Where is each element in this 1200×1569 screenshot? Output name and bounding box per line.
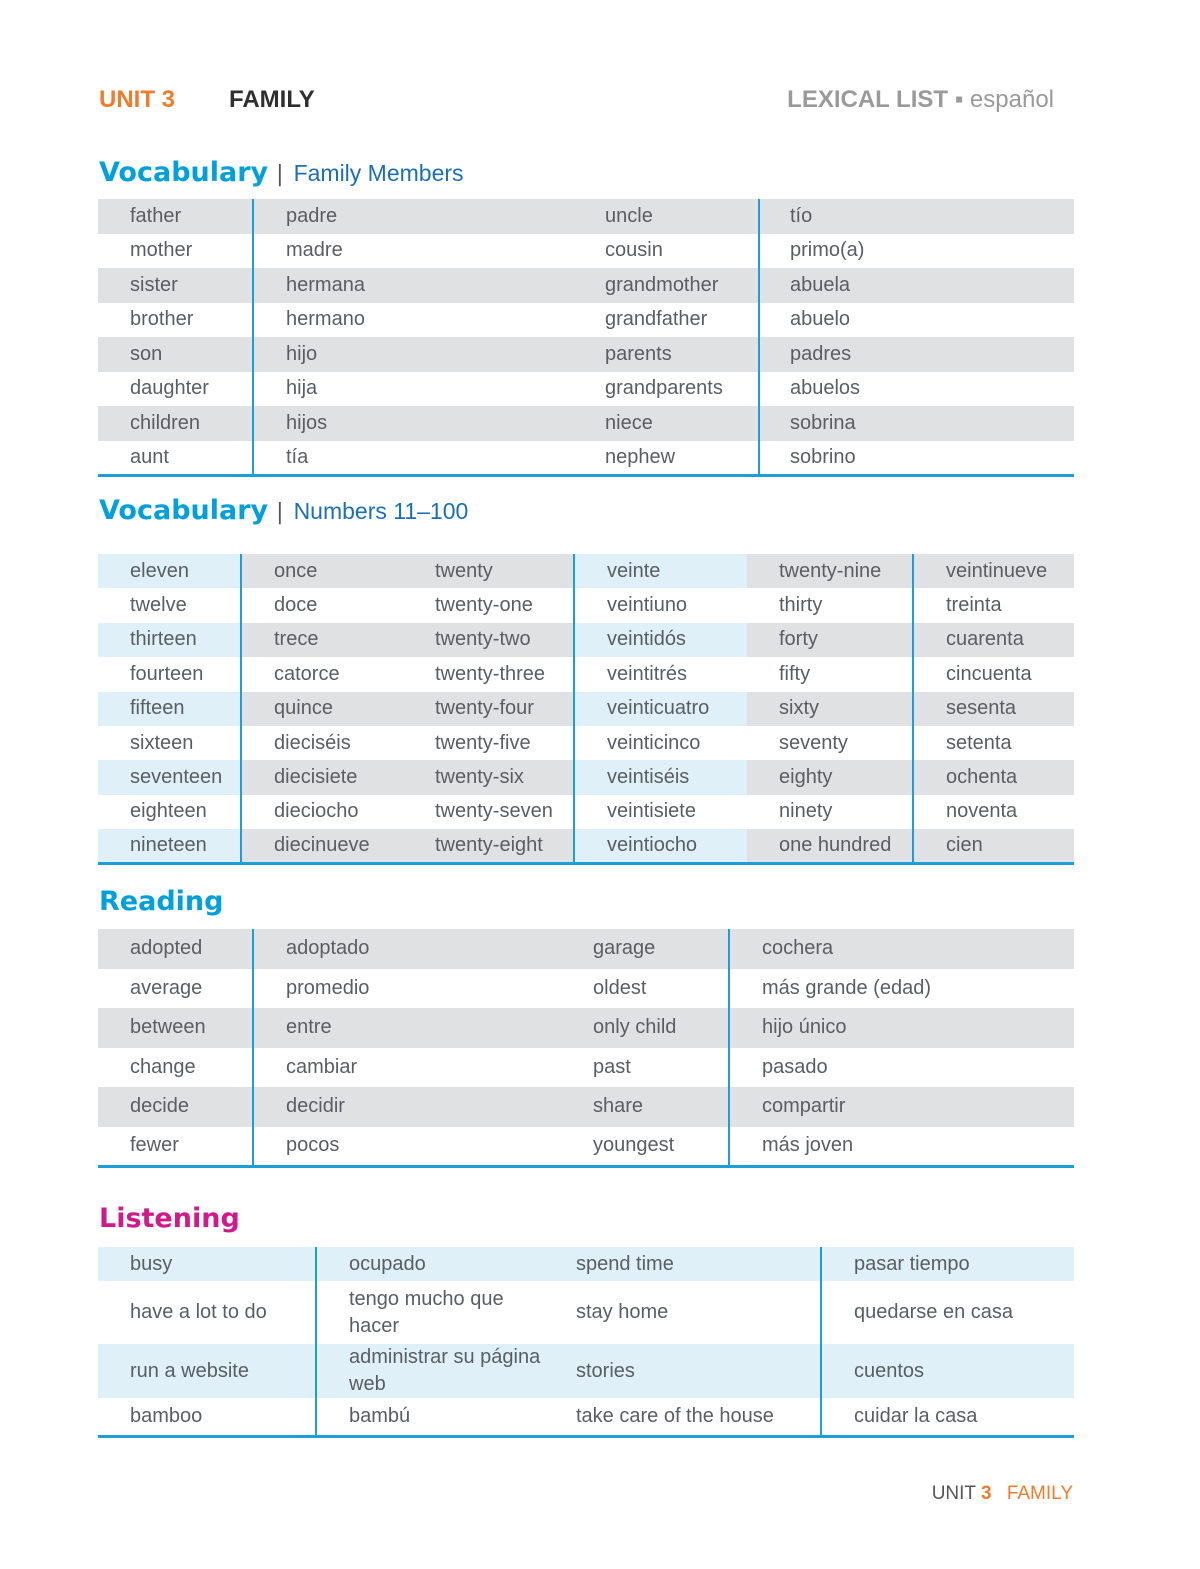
section-subtitle: Family Members [293,160,464,186]
table-cell: adoptado [253,929,562,969]
table-cell: veinte [574,554,747,588]
table-cell: veintidós [574,623,747,657]
table-cell: eighteen [130,800,207,823]
table-cell: twenty-one [435,594,533,617]
table-row [98,1247,1074,1281]
table-cell: tengo mucho que hacer [316,1281,544,1344]
table-cell: niece [574,406,759,441]
table-cell: spend time [544,1247,821,1281]
table-cell: madre [253,234,574,269]
table-cell: cochera [729,929,1074,969]
table-cell: treinta [913,588,1074,622]
table-cell: busy [98,1247,316,1281]
table-cell: nephew [574,441,759,476]
table-cell: average [130,976,203,999]
table-cell: twenty-seven [435,800,553,823]
table-cell: hijo único [729,1008,1074,1048]
unit-title: FAMILY [229,86,315,113]
table-cell: pasar tiempo [821,1247,1074,1281]
table-row [98,554,1074,588]
table-cell: decidir [253,1087,562,1127]
table-cell: padre [253,199,574,234]
table-cell: pasado [729,1048,1074,1088]
table-row [98,657,1074,691]
table-cell: hijo [253,337,574,372]
table-row [98,969,1074,1009]
table-row [98,588,1074,622]
numbers-section-heading [99,495,468,526]
table-row [98,1048,1074,1088]
table-cell: father [98,199,253,234]
table-cell: veintiocho [574,829,747,863]
table-row [98,692,1074,726]
table-cell: grandfather [605,308,708,331]
table-row [98,303,1074,338]
table-cell: ocupado [316,1247,544,1281]
table-cell: grandmother [574,268,759,303]
footer-unit-number: 3 [980,1483,992,1504]
table-row [98,1344,1074,1398]
table-cell: cousin [605,239,663,262]
table-row [98,406,1074,441]
table-row [98,623,1074,657]
table-cell: fewer [98,1127,253,1167]
listening-section-heading: Listening [99,1203,240,1234]
table-cell: sobrino [759,441,1074,476]
footer-unit: UNIT [931,1483,976,1504]
table-cell: más grande (edad) [729,969,1074,1009]
table-cell: sobrina [759,406,1074,441]
table-cell: parents [574,337,759,372]
table-cell: ninety [779,800,833,823]
table-cell: quince [241,692,403,726]
table-cell: sister [98,268,253,303]
table-cell: thirteen [98,623,241,657]
table-cell: catorce [241,657,403,691]
table-cell: sesenta [913,692,1074,726]
table-cell: aunt [98,441,253,476]
listening-table [98,1247,1074,1438]
table-cell: twenty-eight [403,829,574,863]
table-cell: compartir [729,1087,1074,1127]
table-cell: garage [562,929,729,969]
table-cell: abuelo [759,303,1074,338]
table-cell: take care of the house [544,1398,821,1436]
table-cell: decide [98,1087,253,1127]
table-row [98,1008,1074,1048]
numbers-table [98,554,1074,865]
page-header [99,86,1074,120]
table-cell: promedio [253,969,562,1009]
table-cell: más joven [729,1127,1074,1167]
section-title: Vocabulary [99,157,269,188]
table-cell: veinticinco [574,726,747,760]
table-row [98,1398,1074,1436]
table-cell: diecisiete [241,760,403,794]
table-cell: seventeen [98,760,241,794]
table-cell: adopted [98,929,253,969]
table-row [98,1281,1074,1344]
table-cell: oldest [593,976,647,999]
table-cell: cambiar [253,1048,562,1088]
table-cell: padres [759,337,1074,372]
table-cell: veintiséis [574,760,747,794]
table-cell: hermano [253,303,574,338]
table-row [98,1087,1074,1127]
section-subtitle: Numbers 11–100 [293,498,469,524]
table-cell: abuela [759,268,1074,303]
table-cell: cincuenta [913,657,1074,691]
table-cell: quedarse en casa [821,1281,1074,1344]
table-cell: twenty-four [403,692,574,726]
table-cell: administrar su página web [316,1344,544,1398]
table-cell: veintiuno [574,588,747,622]
table-cell: son [98,337,253,372]
table-cell: one hundred [747,829,913,863]
table-row [98,929,1074,969]
reading-section-heading: Reading [99,886,224,917]
page-footer [932,1483,1073,1505]
table-cell: tía [253,441,574,476]
table-cell: cien [913,829,1074,863]
table-row [98,726,1074,760]
table-cell: change [130,1055,196,1078]
table-cell: doce [241,588,403,622]
table-cell: sixteen [130,731,194,754]
table-cell: once [241,554,403,588]
table-cell: twelve [130,594,187,617]
table-cell: twenty-nine [747,554,913,588]
language-label: español [969,86,1054,113]
table-cell: entre [253,1008,562,1048]
table-cell: seventy [779,731,848,754]
table-cell: ochenta [913,760,1074,794]
table-row [98,829,1074,863]
table-cell: run a website [98,1344,316,1398]
table-row [98,1127,1074,1167]
table-cell: fifteen [98,692,241,726]
table-cell: twenty-two [403,623,574,657]
section-title: Vocabulary [99,495,269,526]
table-cell: hijos [253,406,574,441]
table-cell: trece [241,623,403,657]
lexical-label: LEXICAL LIST [787,86,949,113]
family-members-table [98,199,1074,477]
separator: | [276,500,284,525]
table-cell: forty [747,623,913,657]
table-cell: veinticuatro [574,692,747,726]
table-cell: cuentos [821,1344,1074,1398]
table-cell: dieciocho [241,795,403,829]
table-cell: stay home [576,1301,669,1323]
table-row [98,234,1074,269]
table-cell: bamboo [98,1398,316,1436]
table-cell: hija [253,372,574,407]
table-cell: eleven [98,554,241,588]
bullet: ▪ [954,86,964,113]
table-cell: dieciséis [241,726,403,760]
table-cell: stories [544,1344,821,1398]
unit-label: UNIT 3 [99,86,176,113]
table-cell: between [98,1008,253,1048]
table-cell: mother [130,239,193,262]
table-cell: eighty [747,760,913,794]
table-cell: bambú [316,1398,544,1436]
table-cell: setenta [913,726,1074,760]
table-cell: hermana [253,268,574,303]
table-row [98,337,1074,372]
separator: | [276,162,284,187]
table-cell: share [562,1087,729,1127]
table-cell: veintitrés [574,657,747,691]
table-cell: only child [562,1008,729,1048]
table-cell: twenty [403,554,574,588]
table-row [98,795,1074,829]
table-cell: youngest [562,1127,729,1167]
table-cell: abuelos [759,372,1074,407]
footer-title: FAMILY [1006,1483,1073,1504]
reading-table [98,929,1074,1168]
table-cell: veintisiete [574,795,747,829]
table-cell: primo(a) [759,234,1074,269]
table-cell: daughter [130,377,209,400]
family-section-heading [99,157,464,188]
table-cell: twenty-six [403,760,574,794]
table-cell: thirty [779,594,823,617]
table-cell: noventa [913,795,1074,829]
table-cell: fourteen [130,662,204,685]
table-cell: pocos [253,1127,562,1167]
table-cell: uncle [574,199,759,234]
table-cell: sixty [747,692,913,726]
lexical-list-label [787,86,1054,114]
table-row [98,199,1074,234]
table-cell: children [98,406,253,441]
table-row [98,372,1074,407]
table-cell: have a lot to do [130,1301,267,1323]
table-row [98,760,1074,794]
table-cell: past [593,1055,631,1078]
table-cell: veintinueve [913,554,1074,588]
table-cell: grandparents [605,377,723,400]
table-cell: cuidar la casa [821,1398,1074,1436]
table-cell: nineteen [98,829,241,863]
table-row [98,268,1074,303]
table-cell: fifty [779,662,811,685]
table-cell: diecinueve [241,829,403,863]
table-cell: tío [759,199,1074,234]
table-cell: brother [130,308,194,331]
table-row [98,441,1074,476]
table-cell: twenty-five [435,731,531,754]
table-cell: twenty-three [435,662,546,685]
table-cell: cuarenta [913,623,1074,657]
